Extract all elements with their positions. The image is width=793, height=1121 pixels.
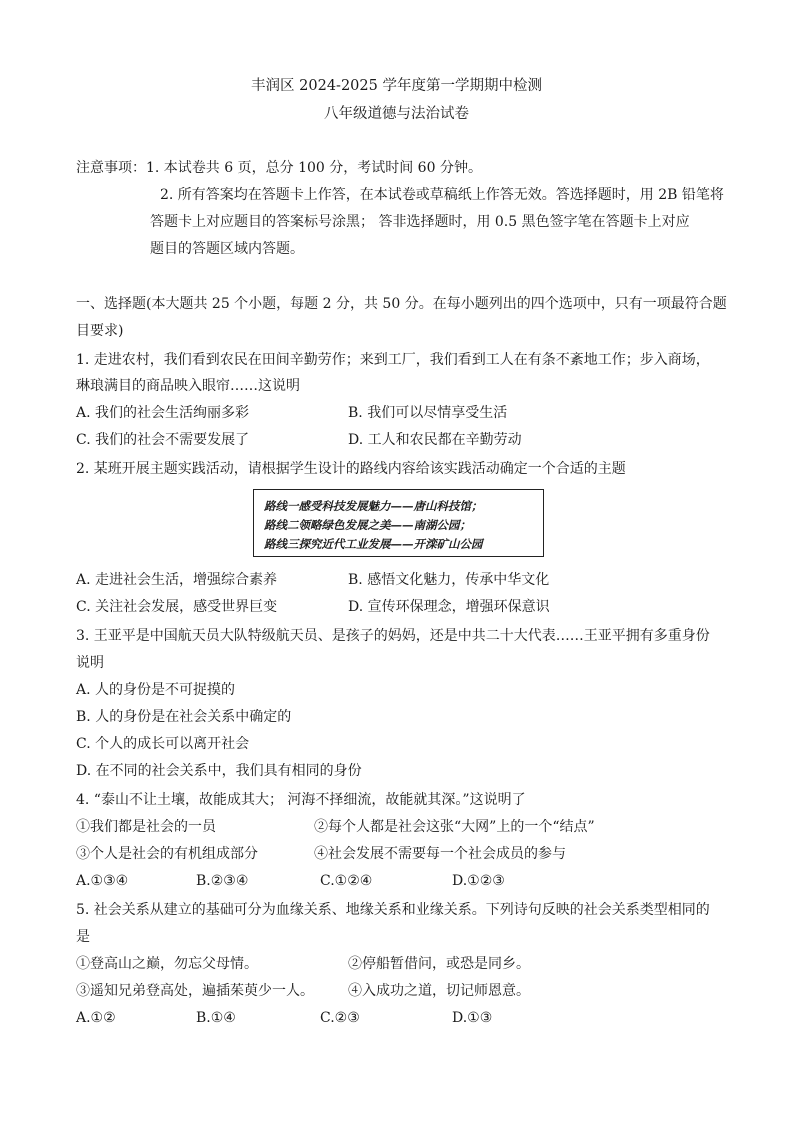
q2-option-b: B. 感悟文化魅力，传承中华文化	[348, 572, 550, 588]
route-line-2: 路线二领略绿色发展之美——南湖公园；	[264, 518, 471, 532]
q5-statement-3: ③遥知兄弟登高处，遍插茱萸少一人。	[76, 983, 314, 999]
q3-option-b: B. 人的身份是在社会关系中确定的	[76, 709, 292, 725]
q3-stem-1: 3. 王亚平是中国航天员大队特级航天员、是孩子的妈妈，还是中共二十大代表……王亚平拥有多重身份	[76, 628, 710, 644]
q5-stem-1: 5. 社会关系从建立的基础可分为血缘关系、地缘关系和业缘关系。下列诗句反映的社会关系类型相同的	[76, 902, 710, 918]
notice-line-4: 题目的答题区域内答题。	[150, 241, 304, 257]
q5-statement-4: ④入成功之道，切记师恩意。	[348, 983, 530, 999]
q1-option-c: C. 我们的社会不需要发展了	[76, 432, 250, 448]
q1-stem-1: 1. 走进农村，我们看到农民在田间辛勤劳作；来到工厂，我们看到工人在有条不紊地工作；步入商场，	[76, 352, 710, 368]
q5-option-b: B.①④	[196, 1010, 236, 1026]
q4-stem: 4. “泰山不让土壤，故能成其大； 河海不择细流，故能就其深。”这说明了	[76, 792, 526, 808]
exam-title: 丰润区 2024-2025 学年度第一学期期中检测	[251, 78, 542, 94]
q1-option-d: D. 工人和农民都在辛勤劳动	[348, 432, 522, 448]
route-line-3: 路线三探究近代工业发展——开滦矿山公园	[264, 537, 483, 551]
q1-stem-2: 琳琅满目的商品映入眼帘……这说明	[76, 378, 300, 394]
notice-line-2: 2. 所有答案均在答题卡上作答，在本试卷或草稿纸上作答无效。答选择题时，用 2B 铅笔将	[160, 187, 724, 203]
q1-option-b: B. 我们可以尽情享受生活	[348, 405, 508, 421]
q3-option-c: C. 个人的成长可以离开社会	[76, 736, 250, 752]
section-heading-1: 一、选择题(本大题共 25 个小题，每题 2 分，共 50 分。在每小题列出的四个选项中，只有一项最符合题	[76, 296, 727, 312]
q4-statement-3: ③个人是社会的有机组成部分	[76, 846, 258, 862]
q2-option-c: C. 关注社会发展，感受世界巨变	[76, 599, 278, 615]
q4-statement-1: ①我们都是社会的一员	[76, 819, 216, 835]
section-heading-2: 目要求)	[76, 323, 124, 339]
q3-stem-2: 说明	[76, 655, 104, 671]
q4-statement-4: ④社会发展不需要每一个社会成员的参与	[314, 846, 566, 862]
q1-option-a: A. 我们的社会生活绚丽多彩	[76, 405, 250, 421]
q3-option-a: A. 人的身份是不可捉摸的	[76, 682, 236, 698]
q2-stem: 2. 某班开展主题实践活动，请根据学生设计的路线内容给该实践活动确定一个合适的主题	[76, 461, 626, 477]
q4-option-b: B.②③④	[196, 873, 249, 889]
q4-option-c: C.①②④	[320, 873, 373, 889]
q5-option-a: A.①②	[76, 1010, 116, 1026]
q3-option-d: D. 在不同的社会关系中，我们具有相同的身份	[76, 763, 362, 779]
q5-statement-2: ②停船暂借问，或恐是同乡。	[348, 956, 530, 972]
route-line-1: 路线一感受科技发展魅力——唐山科技馆；	[264, 499, 483, 513]
q5-option-d: D.①③	[452, 1010, 493, 1026]
q2-option-d: D. 宣传环保理念，增强环保意识	[348, 599, 550, 615]
route-box	[253, 489, 544, 557]
notice-line-1: 注意事项：1. 本试卷共 6 页，总分 100 分，考试时间 60 分钟。	[76, 160, 482, 176]
q2-option-a: A. 走进社会生活，增强综合素养	[76, 572, 278, 588]
q4-statement-2: ②每个人都是社会这张“大网”上的一个“结点”	[314, 819, 595, 835]
exam-subtitle: 八年级道德与法治试卷	[324, 106, 469, 122]
q5-statement-1: ①登高山之巅，勿忘父母情。	[76, 956, 258, 972]
q4-option-a: A.①③④	[76, 873, 129, 889]
q4-option-d: D.①②③	[452, 873, 505, 889]
notice-line-3: 答题卡上对应题目的答案标号涂黑； 答非选择题时，用 0.5 黑色签字笔在答题卡上对应	[150, 214, 690, 230]
q5-option-c: C.②③	[320, 1010, 360, 1026]
q5-stem-2: 是	[76, 929, 90, 945]
